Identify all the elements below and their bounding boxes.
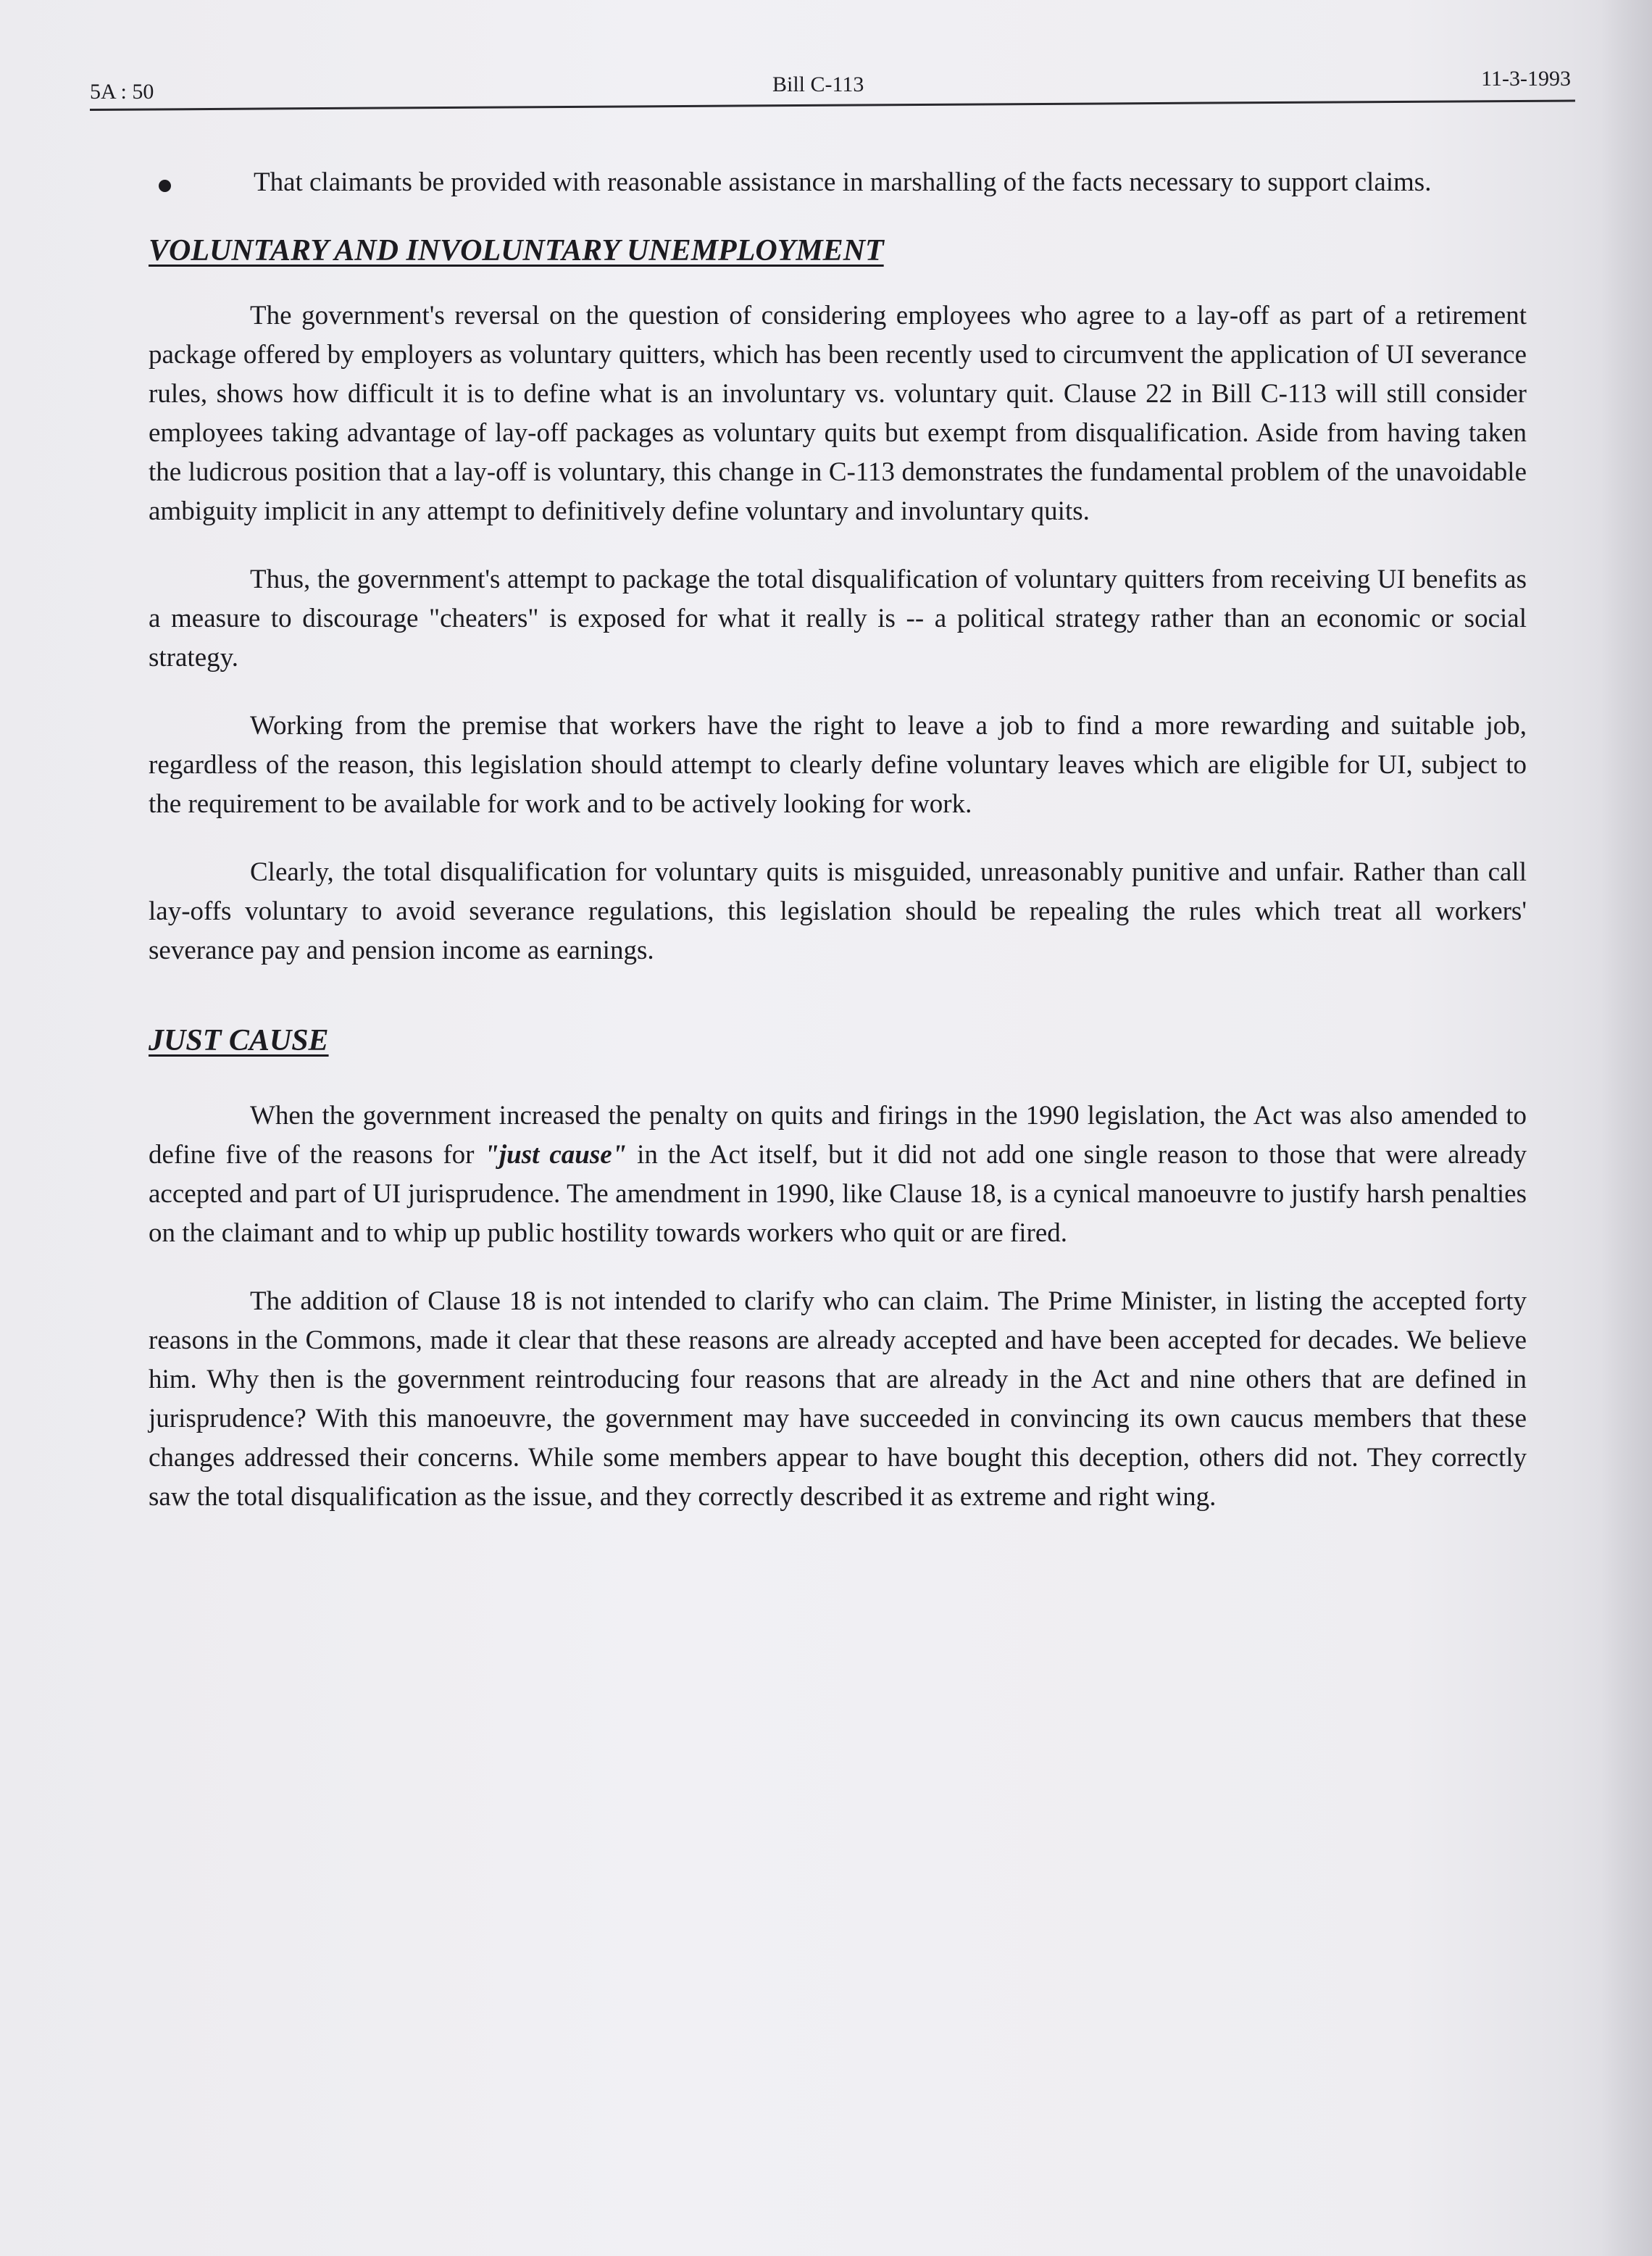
paragraph-text: in the Act itself, but it did not add one single reason to those that were already accepted and part of UI jurisprudence. The amendment in 1990, like Clause 18, is a cynical manoeuvre to justify harsh penalties on the claimant and to whip up public hostility towards workers who quit or are fired. xyxy=(149,1140,1527,1248)
page-edge-shadow xyxy=(1601,0,1652,2256)
paragraph: Clearly, the total disqualification for voluntary quits is misguided, unreasonably punitive and unfair. Rather than call lay-offs voluntary to avoid severance regulations, this legislation should be repealing the rules which treat all workers' severance pay and pension income as earnings. xyxy=(149,857,1527,965)
document-date: 11-3-1993 xyxy=(1481,67,1571,91)
paragraph: Thus, the government's attempt to package the total disqualification of voluntary quitters from receiving UI benefits as a measure to discourage "cheaters" is exposed for what it really is -- a political strategy rather than an economic or social strategy. xyxy=(149,565,1527,673)
page-header xyxy=(90,67,1571,117)
bullet-item xyxy=(149,163,1527,202)
bullet-text: That claimants be provided with reasonable assistance in marshalling of the facts necessary to support claims. xyxy=(254,167,1432,197)
paragraph: The addition of Clause 18 is not intended to clarify who can claim. The Prime Minister, in listing the accepted forty reasons in the Commons, made it clear that these reasons are already accepted and have been accepted for decades. We believe him. Why then is the government reintroducing four reasons that are already in the Act and nine others that are defined in jurisprudence? With this manoeuvre, the government may have succeeded in convincing its own caucus members that these changes addressed their concerns. While some members appear to have bought this deception, others did not. They correctly saw the total disqualification as the issue, and they correctly described it as extreme and right wing. xyxy=(149,1286,1527,1512)
page-body xyxy=(149,163,1527,1546)
page-number: 5A : 50 xyxy=(90,80,154,104)
paragraph xyxy=(149,1096,1527,1253)
bullet-dot-icon xyxy=(159,180,171,192)
paragraph: The government's reversal on the question of considering employees who agree to a lay-off as part of a retirement package offered by employers as voluntary quitters, which has been recently used to circumvent the application of UI severance rules, shows how difficult it is to define what is an involuntary vs. voluntary quit. Clause 22 in Bill C-113 will still consider employees taking advantage of lay-off packages as voluntary quits but exempt from disqualification. Aside from having taken the ludicrous position that a lay-off is voluntary, this change in C-113 demonstrates the fundamental problem of the unavoidable ambiguity implicit in any attempt to definitively define voluntary and involuntary quits. xyxy=(149,301,1527,526)
section-heading-just-cause: JUST CAUSE xyxy=(149,1024,329,1057)
bill-title: Bill C-113 xyxy=(772,72,864,96)
section-heading-voluntary: VOLUNTARY AND INVOLUNTARY UNEMPLOYMENT xyxy=(149,234,884,267)
paragraph-text: When the government increased the penalty on quits and firings in the 1990 legislation, the Act was also amended to define five of the reasons for xyxy=(149,1101,1527,1170)
paragraph: Working from the premise that workers have the right to leave a job to find a more rewarding and suitable job, regardless of the reason, this legislation should attempt to clearly define voluntary leaves which are eligible for UI, subject to the requirement to be available for work and to be actively looking for work. xyxy=(149,711,1527,819)
emphasis-text: "just cause" xyxy=(484,1140,627,1170)
